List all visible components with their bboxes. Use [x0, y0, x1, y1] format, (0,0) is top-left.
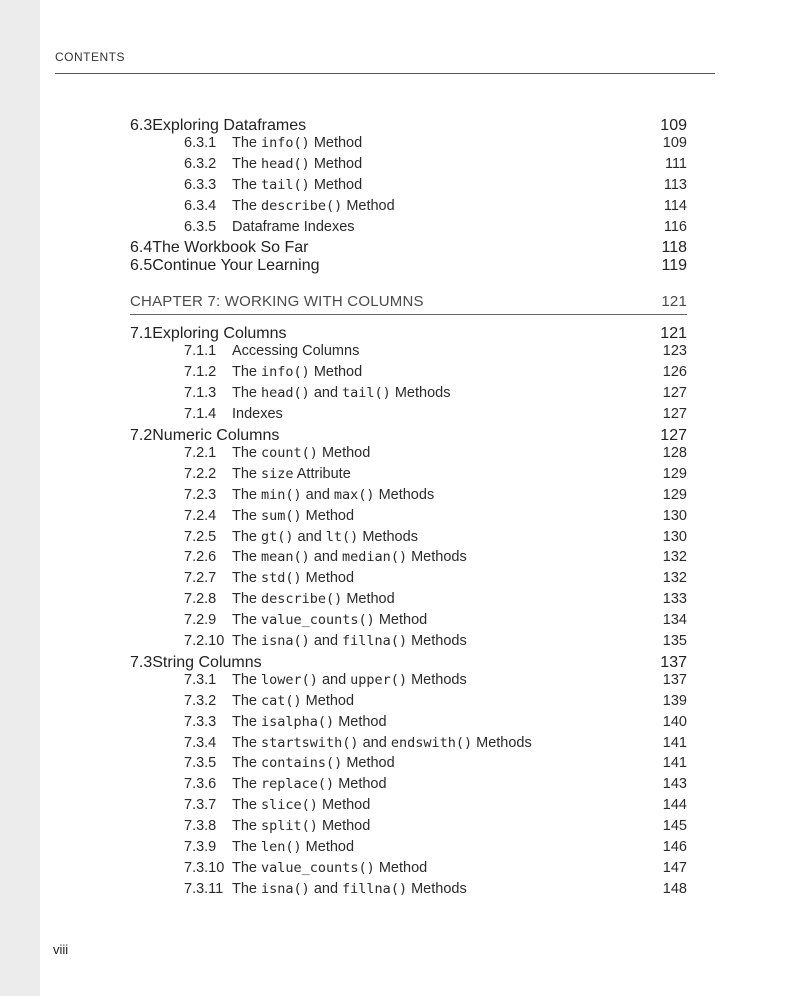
code-identifier: replace()	[261, 776, 335, 793]
toc-entry-sub[interactable]	[130, 612, 687, 633]
title-text: The	[232, 839, 262, 856]
toc-entry-page-number: 113	[663, 176, 687, 193]
title-text: Method	[301, 570, 355, 587]
toc-entry-page-number: 148	[662, 880, 687, 897]
toc-entry-page-number: 119	[661, 257, 687, 275]
toc-entry-section[interactable]	[130, 654, 687, 672]
toc-entry-title	[232, 529, 418, 545]
toc-entry-sub[interactable]	[130, 881, 687, 902]
code-identifier: fillna()	[342, 633, 408, 650]
code-identifier: head()	[261, 155, 310, 172]
toc-entry-title	[232, 549, 467, 565]
toc-entry-page-number: 137	[662, 671, 687, 688]
title-text: The	[232, 612, 262, 629]
toc-entry-sub[interactable]	[130, 633, 687, 654]
toc-entry-sub[interactable]	[130, 508, 687, 529]
code-identifier: slice()	[261, 797, 318, 814]
toc-entry-page-number: 127	[660, 427, 687, 445]
toc-entry-page-number: 146	[662, 839, 687, 856]
toc-entry-sub[interactable]	[130, 385, 687, 406]
toc-entry-number: 7.2.2	[184, 465, 217, 482]
toc-entry-sub[interactable]	[130, 714, 687, 735]
title-text: Methods	[472, 734, 532, 751]
toc-entry-title	[232, 406, 283, 422]
toc-entry-page-number: 141	[662, 755, 687, 772]
toc-entry-sub[interactable]	[130, 219, 687, 240]
code-identifier: count()	[261, 445, 318, 462]
toc-entry-number: 7.2	[130, 427, 153, 445]
toc-entry-page-number: 109	[660, 117, 687, 134]
toc-entry-sub[interactable]	[130, 797, 687, 818]
title-text: The	[232, 364, 262, 381]
title-text: The	[232, 633, 262, 650]
toc-entry-page-number: 132	[662, 570, 687, 587]
title-text: The	[232, 528, 262, 545]
toc-entry-sub[interactable]	[130, 487, 687, 508]
toc-entry-sub[interactable]	[130, 445, 687, 466]
toc-entry-number: 7.2.9	[184, 612, 217, 629]
code-identifier: info()	[261, 364, 310, 381]
title-text: Method	[334, 713, 387, 730]
toc-entry-page-number: 126	[662, 364, 687, 381]
title-text: and	[309, 385, 343, 402]
code-identifier: value_counts()	[261, 859, 375, 876]
toc-entry-number: 6.3	[130, 117, 153, 134]
title-text: Methods	[374, 486, 435, 503]
title-text: Method	[342, 591, 395, 608]
toc-entry-title	[232, 591, 395, 607]
toc-entry-sub[interactable]	[130, 755, 687, 776]
title-text: Method	[374, 859, 428, 876]
title-text: The	[232, 713, 262, 730]
toc-entry-title	[152, 654, 261, 672]
toc-entry-number: 7.2.6	[184, 549, 217, 566]
toc-entry-number: 7.2.3	[184, 486, 217, 503]
toc-entry-title	[232, 198, 395, 214]
title-text: Methods	[407, 671, 467, 688]
toc-entry-number: 7.3.8	[184, 818, 217, 835]
title-text: Methods	[358, 528, 418, 545]
title-text: Method	[309, 135, 363, 151]
code-identifier: head()	[261, 385, 310, 402]
toc-entry-title	[232, 487, 434, 503]
title-text: The	[232, 549, 262, 566]
toc-entry-number: 7.3.1	[184, 671, 217, 688]
toc-entry-title	[232, 445, 370, 461]
toc-entry-page-number: 129	[662, 486, 687, 503]
toc-entry-sub[interactable]	[130, 570, 687, 591]
page-number: viii	[53, 942, 69, 957]
toc-entry-page-number: 127	[662, 385, 687, 402]
table-of-contents	[130, 117, 687, 902]
toc-entry-sub[interactable]	[130, 135, 687, 156]
toc-entry-number: 7.2.5	[184, 528, 217, 545]
title-text: Methods	[407, 549, 467, 566]
toc-entry-number: 7.1.4	[184, 406, 217, 423]
title-text: Method	[309, 155, 363, 172]
toc-entry-title	[232, 466, 351, 482]
header-rule	[55, 73, 715, 74]
title-text: Method	[301, 692, 355, 709]
toc-entry-page-number: 137	[660, 653, 687, 671]
code-identifier: value_counts()	[261, 612, 375, 629]
toc-entry-number: 6.3.1	[184, 135, 217, 151]
toc-entry-sub[interactable]	[130, 156, 687, 177]
toc-entry-number: 6.3.5	[184, 218, 217, 235]
code-identifier: cat()	[261, 692, 302, 709]
title-text: Numeric Columns	[152, 427, 280, 445]
toc-entry-chapter[interactable]	[130, 288, 687, 315]
title-text: Exploring Dataframes	[152, 117, 307, 134]
title-text: The	[232, 486, 262, 503]
title-text: String Columns	[152, 653, 262, 671]
toc-entry-sub[interactable]	[130, 364, 687, 385]
title-text: and	[293, 528, 326, 545]
title-text: Method	[342, 197, 395, 214]
toc-entry-number: 7.1.1	[184, 343, 217, 360]
code-identifier: size	[261, 465, 294, 482]
toc-entry-sub[interactable]	[130, 776, 687, 797]
toc-entry-number: 7.1	[130, 325, 153, 343]
toc-entry-number: 7.2.10	[184, 633, 225, 650]
title-text: Method	[317, 445, 371, 462]
title-text: Method	[301, 507, 355, 524]
toc-entry-page-number: 114	[663, 197, 687, 214]
toc-entry-sub[interactable]	[130, 529, 687, 550]
title-text: The	[232, 776, 262, 793]
toc-entry-page-number: 139	[662, 692, 687, 709]
toc-entry-number: 7.3.5	[184, 755, 217, 772]
toc-entry-sub[interactable]	[130, 466, 687, 487]
title-text: The	[232, 176, 262, 193]
toc-entry-page-number: 109	[662, 135, 687, 151]
title-text: The	[232, 692, 262, 709]
title-text: Method	[342, 755, 395, 772]
code-identifier: len()	[261, 839, 302, 856]
toc-entry-number: 7.3.9	[184, 839, 217, 856]
toc-entry-page-number: 134	[662, 612, 687, 629]
toc-entry-sub[interactable]	[130, 839, 687, 860]
toc-entry-number: 7.1.3	[184, 385, 217, 402]
toc-entry-sub[interactable]	[130, 549, 687, 570]
toc-entry-title	[232, 135, 362, 151]
toc-entry-title	[232, 570, 354, 586]
toc-entry-number: 7.3.6	[184, 776, 217, 793]
toc-entry-page-number: 145	[662, 818, 687, 835]
toc-entry-page-number: 123	[662, 343, 687, 360]
title-text: Method	[309, 176, 363, 193]
title-text: Method	[309, 364, 363, 381]
title-text: The	[232, 445, 262, 462]
toc-entry-number: 7.2.1	[184, 445, 217, 462]
code-identifier: split()	[261, 818, 318, 835]
toc-entry-number: 6.5	[130, 257, 153, 275]
toc-entry-number: 6.3.3	[184, 176, 217, 193]
title-text: Dataframe Indexes	[232, 218, 355, 235]
code-identifier: fillna()	[342, 880, 408, 897]
toc-entry-title	[232, 672, 467, 688]
toc-entry-page-number: 111	[664, 155, 687, 172]
title-text: Method	[334, 776, 387, 793]
toc-entry-title	[232, 735, 532, 751]
toc-entry-section[interactable]	[130, 239, 687, 257]
toc-entry-title	[232, 508, 354, 524]
title-text: Methods	[407, 880, 467, 897]
toc-entry-title	[152, 239, 308, 257]
code-identifier: contains()	[261, 755, 343, 772]
title-text: and	[309, 549, 343, 566]
code-identifier: tail()	[261, 176, 310, 193]
title-text: The	[232, 135, 262, 151]
code-identifier: isna()	[261, 880, 310, 897]
title-text: Method	[317, 797, 371, 814]
title-text: The	[232, 570, 262, 587]
title-text: Method	[374, 612, 428, 629]
toc-entry-sub[interactable]	[130, 818, 687, 839]
toc-entry-number: 7.2.7	[184, 570, 217, 587]
toc-entry-page-number: 129	[662, 465, 687, 482]
title-text: CHAPTER 7: WORKING WITH COLUMNS	[130, 292, 424, 310]
code-identifier: info()	[261, 135, 310, 151]
toc-entry-title	[232, 797, 370, 813]
toc-entry-title	[232, 818, 370, 834]
toc-entry-page-number: 118	[661, 239, 687, 257]
toc-entry-number: 7.2.4	[184, 507, 217, 524]
toc-entry-page-number: 143	[662, 776, 687, 793]
title-text: The	[232, 385, 262, 402]
toc-entry-number: 7.3.3	[184, 713, 217, 730]
toc-entry-title	[152, 427, 279, 445]
toc-entry-page-number: 133	[662, 591, 687, 608]
title-text: Indexes	[232, 406, 283, 423]
code-identifier: min()	[261, 486, 302, 503]
toc-entry-number: 6.3.4	[184, 197, 217, 214]
toc-entry-title	[232, 364, 362, 380]
title-text: The	[232, 859, 262, 876]
toc-entry-sub[interactable]	[130, 177, 687, 198]
toc-entry-sub[interactable]	[130, 735, 687, 756]
code-identifier: isalpha()	[261, 713, 335, 730]
title-text: Continue Your Learning	[152, 257, 320, 275]
toc-entry-number: 6.4	[130, 239, 153, 257]
toc-entry-title	[232, 693, 354, 709]
toc-entry-number: 7.3.10	[184, 859, 225, 876]
title-text: The Workbook So Far	[152, 239, 309, 257]
toc-entry-title	[232, 343, 359, 359]
toc-entry-number: 7.3.7	[184, 797, 217, 814]
code-identifier: describe()	[261, 591, 343, 608]
toc-entry-page-number: 121	[660, 325, 687, 343]
toc-entry-sub[interactable]	[130, 343, 687, 364]
title-text: The	[232, 671, 262, 688]
toc-entry-page-number: 141	[662, 734, 687, 751]
toc-entry-page-number: 147	[662, 859, 687, 876]
toc-entry-title	[232, 714, 387, 730]
toc-entry-title	[232, 860, 427, 876]
toc-entry-page-number: 128	[662, 445, 687, 462]
title-text: The	[232, 755, 262, 772]
title-text: The	[232, 818, 262, 835]
toc-entry-page-number: 130	[662, 507, 687, 524]
toc-entry-sub[interactable]	[130, 198, 687, 219]
toc-entry-title	[232, 385, 450, 401]
toc-entry-sub[interactable]	[130, 672, 687, 693]
code-identifier: tail()	[342, 385, 391, 402]
toc-entry-number: 7.3	[130, 653, 153, 671]
title-text: The	[232, 197, 262, 214]
title-text: The	[232, 734, 262, 751]
toc-entry-title	[232, 881, 467, 897]
title-text: Methods	[390, 385, 451, 402]
title-text: Method	[301, 839, 355, 856]
title-text: and	[309, 633, 343, 650]
code-identifier: sum()	[261, 507, 302, 524]
document-page	[40, 0, 794, 996]
toc-entry-page-number: 127	[662, 406, 687, 423]
title-text: and	[317, 671, 351, 688]
toc-entry-page-number: 135	[662, 633, 687, 650]
toc-entry-page-number: 130	[662, 528, 687, 545]
toc-entry-title	[152, 325, 286, 343]
title-text: Method	[317, 818, 371, 835]
code-identifier: std()	[261, 570, 302, 587]
code-identifier: lt()	[325, 528, 359, 545]
title-text: and	[309, 880, 343, 897]
toc-entry-page-number: 140	[662, 713, 687, 730]
toc-entry-page-number: 116	[663, 218, 687, 235]
toc-entry-sub[interactable]	[130, 406, 687, 427]
title-text: and	[358, 734, 391, 751]
toc-entry-title	[232, 633, 467, 649]
code-identifier: mean()	[261, 549, 310, 566]
toc-entry-title	[232, 219, 355, 235]
title-text: The	[232, 797, 262, 814]
toc-entry-section[interactable]	[130, 117, 687, 135]
title-text: and	[301, 486, 334, 503]
toc-entry-title	[152, 257, 319, 275]
title-text: The	[232, 507, 262, 524]
title-text: Methods	[407, 633, 467, 650]
toc-entry-number: 7.3.2	[184, 692, 217, 709]
code-identifier: median()	[342, 549, 408, 566]
toc-entry-number: 7.1.2	[184, 364, 217, 381]
toc-entry-title	[232, 839, 354, 855]
code-identifier: endswith()	[390, 734, 473, 751]
toc-entry-number: 7.2.8	[184, 591, 217, 608]
toc-entry-section[interactable]	[130, 325, 687, 343]
toc-entry-section[interactable]	[130, 257, 687, 275]
title-text: The	[232, 155, 262, 172]
toc-entry-sub[interactable]	[130, 860, 687, 881]
code-identifier: describe()	[261, 197, 343, 214]
toc-entry-number: 7.3.11	[184, 880, 224, 897]
toc-entry-title	[232, 156, 362, 172]
code-identifier: isna()	[261, 633, 310, 650]
title-text: The	[232, 880, 262, 897]
title-text: Attribute	[293, 465, 351, 482]
code-identifier: max()	[333, 486, 375, 503]
toc-entry-title	[232, 755, 395, 771]
toc-entry-sub[interactable]	[130, 693, 687, 714]
toc-entry-sub[interactable]	[130, 591, 687, 612]
toc-entry-number: 6.3.2	[184, 155, 217, 172]
toc-entry-section[interactable]	[130, 427, 687, 445]
toc-entry-page-number: 144	[662, 797, 687, 814]
toc-entry-title	[152, 117, 306, 135]
title-text: The	[232, 465, 262, 482]
code-identifier: gt()	[261, 528, 294, 545]
running-head: CONTENTS	[55, 50, 125, 64]
code-identifier: lower()	[261, 671, 318, 688]
toc-entry-title	[232, 612, 427, 628]
toc-entry-title	[232, 177, 362, 193]
toc-entry-title	[130, 293, 424, 310]
toc-entry-title	[232, 776, 387, 792]
toc-entry-page-number: 132	[662, 549, 687, 566]
title-text: Exploring Columns	[152, 325, 287, 343]
title-text: Accessing Columns	[232, 343, 360, 360]
code-identifier: startswith()	[261, 734, 359, 751]
code-identifier: upper()	[350, 671, 408, 688]
title-text: The	[232, 591, 262, 608]
toc-entry-number: 7.3.4	[184, 734, 217, 751]
toc-entry-page-number: 121	[661, 292, 687, 310]
